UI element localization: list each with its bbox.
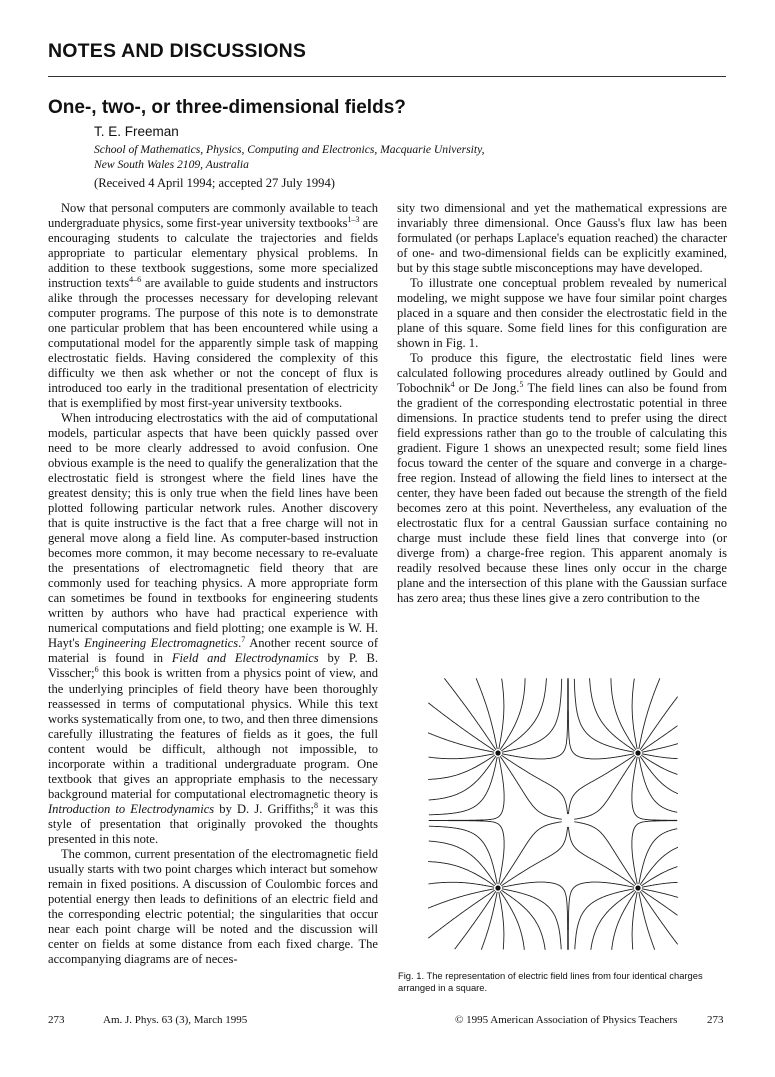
field-line (500, 756, 562, 819)
field-line (574, 679, 634, 753)
field-line (428, 889, 494, 908)
field-lines (428, 678, 678, 950)
right-column (397, 201, 727, 606)
field-line (501, 678, 546, 751)
field-line (476, 678, 497, 749)
field-line (632, 679, 637, 750)
field-line (499, 892, 504, 950)
field-line (642, 744, 678, 753)
field-line (455, 891, 496, 949)
field-lines-figure (428, 678, 678, 950)
field-line (428, 733, 494, 752)
field-line (501, 755, 567, 814)
field-line (429, 756, 496, 800)
field-line (429, 754, 495, 759)
field-line (501, 827, 567, 886)
affiliation-line: New South Wales 2109, Australia (94, 158, 249, 171)
field-line (429, 757, 504, 821)
field-line (575, 889, 634, 950)
figure-caption: Fig. 1. The representation of electric field lines from four identical charges arranged in a square. (398, 970, 703, 993)
field-line (429, 841, 496, 885)
field-line (428, 703, 495, 751)
point-charge (495, 750, 500, 755)
field-line (642, 889, 678, 898)
author-name: T. E. Freeman (94, 124, 179, 139)
field-line (502, 678, 568, 759)
section-heading: NOTES AND DISCUSSIONS (48, 40, 307, 62)
field-line (641, 726, 677, 751)
field-line (502, 679, 562, 753)
point-charge (495, 885, 500, 890)
article-title: One-, two-, or three-dimensional fields? (48, 97, 406, 118)
point-charge (635, 885, 640, 890)
field-line (568, 678, 634, 759)
field-line (640, 847, 678, 885)
paragraph: When introducing electrostatics with the aid of computational models, particular aspects that have been quickly passed over need to be more clearly addressed to avoid confusion. One obvious example is the need to qualify the generalization that the electrostatic field is strongest where the field lines have the greatest density; this is only true when the field lines have been plotted following particular network rules. Another discovery that is quite instructive is the fact that a free charge will not in general move along a field line. As computer-based instruction becomes more common, it may become necessary to re-evaluate the presentations of electromagnetic field theory that are commonly used for teaching physics. A more appropriate form can sometimes be found in textbooks for engineering students written by authors who have had practical experience with numerical computations and field plotting; one example is W. H. Hayt's Engineering Electromagnetics.$^7$ Another recent source of material is found in Field and Electrodynamics by P. B. Visscher;$^6$ this book is written from a physics point of view, and the underlying principles of field theory have been thoroughly reassessed in terms of computational physics. While this text works systematically from one, to two, and then three dimensions carefully illustrating the features of fields as it goes, the full content would be difficult, although not impossible, to incorporate within a traditional undergraduate program. One textbook that gives an appropriate emphasis to the necessary background material for computational electromagnetic theory is Introduction to Electrodynamics by D. J. Griffiths;$^8$ it was this style of presentation that originally provoked the thoughts presented in this note. (48, 411, 379, 846)
journal-citation: Am. J. Phys. 63 (3), March 1995 (103, 1014, 248, 1026)
field-line (429, 757, 497, 815)
field-line (639, 678, 660, 749)
received-dates: (Received 4 April 1994; accepted 27 July 1994) (94, 176, 335, 190)
field-line (568, 755, 634, 814)
field-line (500, 822, 562, 885)
field-line (574, 822, 636, 885)
paragraph: Now that personal computers are commonly available to teach undergraduate physics, some first-year university textbooks$^{1-3}$ are encouraging students to calculate the trajectories and fields appropriate to particular elementary physical problems. In addition to these textbook suggestions, some more specialized instruction texts$^{4-6}$ are available to guide students and instructors alike through the processes necessary for developing relevant computer programs. The purpose of this note is to demonstrate one particular problem that has been encountered while using a computational model for the apparently simple task of mapping electrostatic fields. Having considered the complexity of this difficulty we then ask whether or not the concept of flux is introduced too early in the traditional presentation of electricity that is exemplified by most first-year university textbooks. (48, 201, 379, 411)
point-charge (635, 750, 640, 755)
field-line (444, 678, 496, 749)
field-line (632, 892, 637, 950)
field-line (568, 827, 634, 886)
field-line (574, 756, 636, 819)
field-line (641, 890, 677, 915)
field-line (640, 891, 678, 944)
field-line (502, 882, 568, 950)
header-rule (48, 76, 726, 77)
field-line (429, 821, 504, 885)
field-line (640, 756, 678, 794)
left-column (48, 201, 378, 967)
affiliation-line: School of Mathematics, Physics, Computing and Electronics, Macquarie University, (94, 143, 485, 156)
page-number-right: 273 (707, 1014, 724, 1026)
field-line (429, 826, 497, 884)
field-line (499, 679, 504, 750)
field-line (642, 882, 678, 887)
paragraph: sity two dimensional and yet the mathematical expressions are invariably three dimensional. Once Gauss's flux law has been formulated (or perhaps Laplace's equation reached) the character of one- and two-dimensional fields can be explicitly examined, but by this stage subtle misconceptions may have developed. (397, 201, 727, 276)
field-line (502, 889, 561, 950)
field-line (429, 882, 495, 887)
copyright-notice: © 1995 American Association of Physics Teachers (455, 1014, 678, 1026)
page-number-left: 273 (48, 1014, 65, 1026)
field-line (428, 890, 495, 938)
field-line (590, 678, 635, 751)
charges (495, 750, 640, 890)
affiliation (94, 142, 694, 172)
field-line (642, 754, 678, 759)
paragraph: To produce this figure, the electrostatic field lines were calculated following procedures already outlined by Gould and Tobochnik$^4$ or De Jong.$^5$ The field lines can also be found from the gradient of the corresponding electrostatic potential in three dimensions. In practice students tend to prefer using the direct field expressions rather than go to the trouble of calculating this gradient. Figure 1 shows an unexpected result; some field lines focus toward the center of the square and converge in a charge-free region. Instead of allowing the field lines to intersect at the center, they have been faded out because the strength of the field becomes zero at this point. Nevertheless, any evaluation of the electrostatic flux for a central Gaussian surface containing no charge must include these field lines that converge into (or diverge from) a charge-free region. This apparent anomaly is readily resolved because these lines only occur in the charge plane and the intersection of this plane with the Gaussian surface has zero area; thus these lines give a zero contribution to the (397, 351, 727, 606)
field-line (640, 697, 678, 750)
field-line (568, 882, 634, 950)
paragraph: The common, current presentation of the electromagnetic field usually starts with two point charges which interact but somehow remain in fixed positions. A discussion of Coulombic forces and potential energy then leads to definitions of an electric field and the corresponding electric potential; the singularities that occur near each point charge will be noted and the discussion will center on fields at some distance from each fixed charge. The accompanying diagrams are of neces- (48, 846, 378, 966)
paragraph: To illustrate one conceptual problem revealed by numerical modeling, we might suppose we have four similar point charges placed in a square and then consider the electrostatic field in the plane of this square. Some field lines for this configuration are shown in Fig. 1. (397, 276, 727, 351)
